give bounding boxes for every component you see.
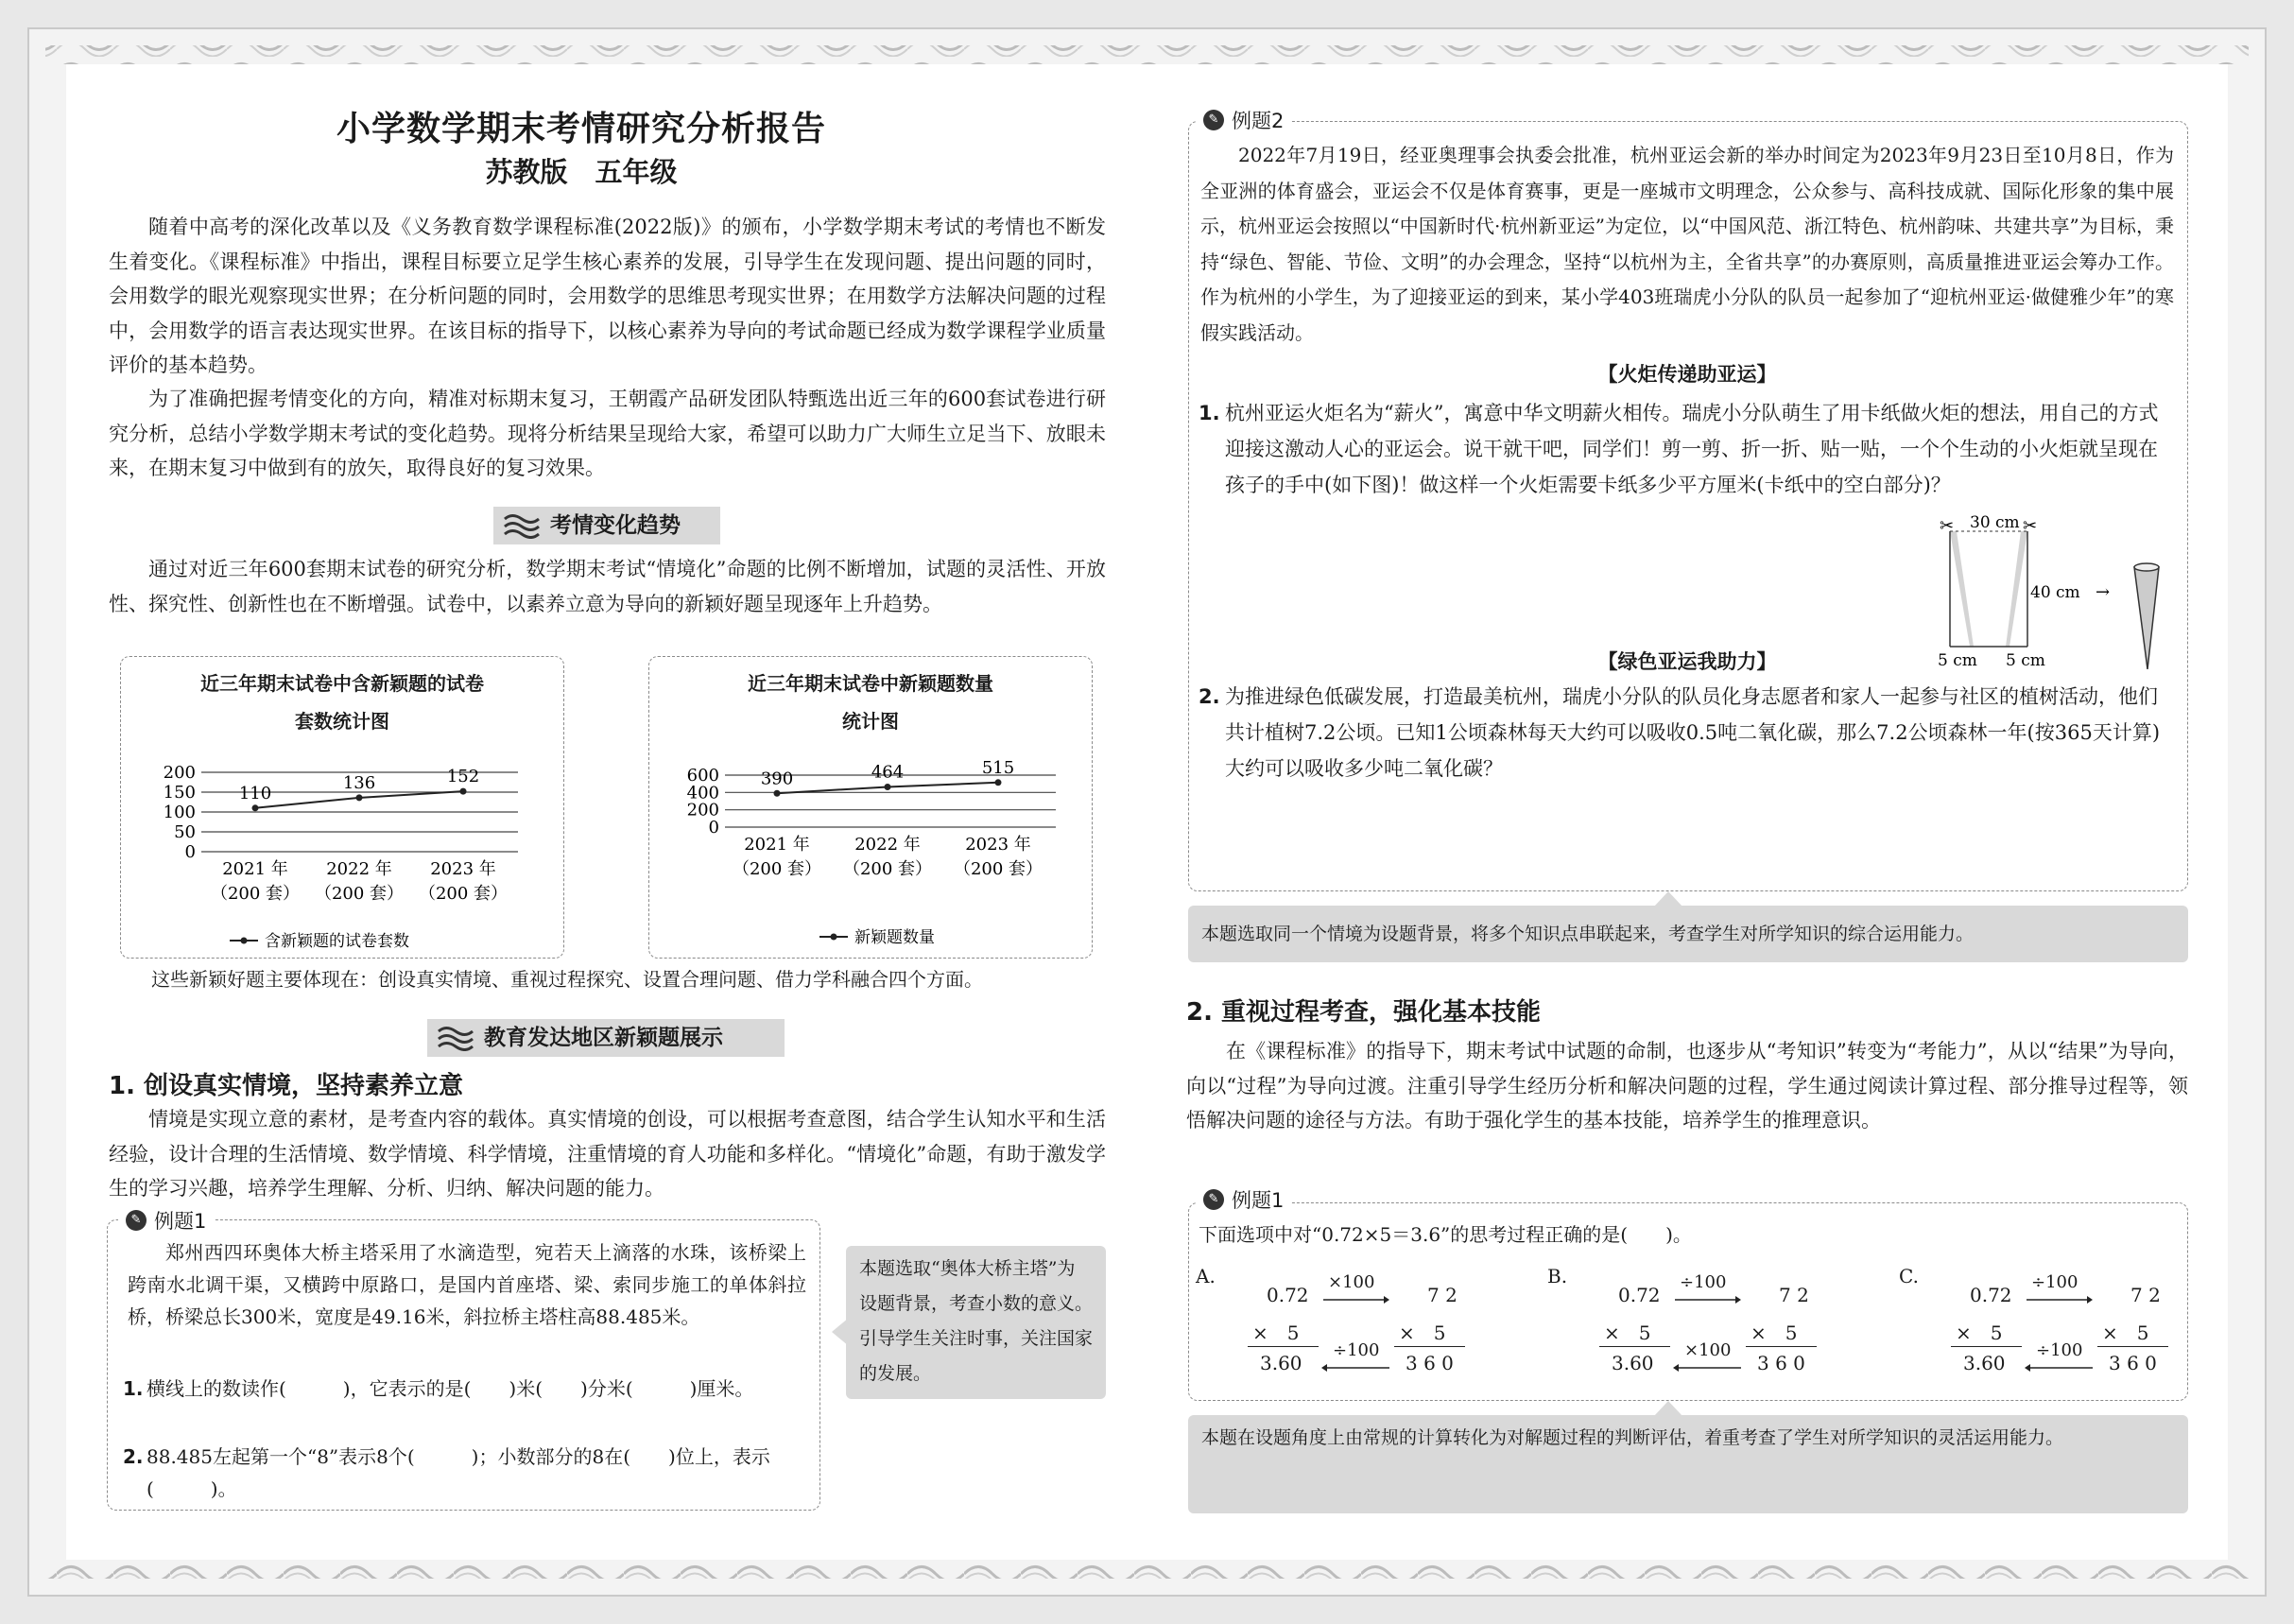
arrow-right-icon: → (2096, 582, 2111, 602)
arrow-left-icon (1321, 1363, 1389, 1373)
example-2-subheading-green: 【绿色亚运我助力】 (1597, 650, 1777, 673)
example-1-tag (118, 1206, 214, 1235)
question-number: 2. (123, 1445, 144, 1468)
example-1-question-1-text: 横线上的数读作( )，它表示的是( )米( )分米( )厘米。 (147, 1377, 754, 1400)
chart-1-svg (121, 752, 565, 959)
chart-card-1 (120, 656, 564, 959)
option-bottom-op: ×100 (1684, 1340, 1732, 1360)
x-tick-label: 2022 年 (326, 859, 392, 879)
heading-process: 2. 重视过程考查，强化基本技能 (1186, 998, 1542, 1027)
page-title: 小学数学期末考情研究分析报告 (336, 110, 826, 148)
y-tick-label: 50 (174, 822, 196, 842)
arrow-left-icon (2025, 1363, 2093, 1373)
chart-1-title-line2: 套数统计图 (295, 710, 389, 733)
x-tick-label: 2021 年 (222, 859, 288, 879)
x-tick-note: （200 套） (842, 859, 933, 879)
data-point (995, 779, 1002, 786)
x-tick-note: （200 套） (418, 884, 509, 904)
chart-2-svg (649, 752, 1094, 959)
process-options (1196, 1265, 2179, 1388)
option-bottom-right: 3 6 0 (2109, 1352, 2157, 1374)
option-top-op: ×100 (1328, 1272, 1375, 1292)
torch-bottom-left: 5 cm (1938, 651, 1977, 669)
process-paragraph: 在《课程标准》的指导下，期末考试中试题的命制，也逐步从“考知识”转变为“考能力”，从以“结果”为导向，向以“过程”为导向过渡。注重引导学生经历分析和解决问题的过程，学生通过阅读计算过程、部分推导过程等，领悟解决问题的途径与方法。有助于强化学生的基本技能，培养学生的推理意识。 (1186, 1040, 2188, 1132)
option-bottom-left: 3.60 (1260, 1352, 1302, 1374)
chart-2-title-line1: 近三年期末试卷中新颖题数量 (748, 672, 993, 695)
option-bottom-left: 3.60 (1612, 1352, 1654, 1374)
option-bottom-op: ÷100 (1333, 1340, 1380, 1360)
torch-height: 40 cm (2030, 583, 2080, 602)
option-top-right: 7 2 (1779, 1284, 1809, 1306)
chart-card-2 (648, 656, 1093, 959)
data-label: 464 (871, 762, 905, 783)
process-question: 下面选项中对“0.72×5＝3.6”的思考过程正确的是( )。 (1199, 1223, 1692, 1246)
example-2-subheading-torch: 【火炬传递助亚运】 (1597, 363, 1777, 386)
option-bottom-left: 3.60 (1963, 1352, 2006, 1374)
option-a[interactable] (1196, 1265, 1508, 1388)
example-2-question-1 (1199, 395, 2177, 503)
data-label: 390 (760, 769, 794, 789)
wave-icon (503, 512, 541, 539)
trend-paragraph: 通过对近三年600套期末试卷的研究分析，数学期末考试“情境化”命题的比例不断增加，试题的灵活性、开放性、探究性、创新性也在不断增强。试卷中，以素养立意为导向的新颖好题呈现逐年上升趋势。 (109, 558, 1106, 615)
option-mul-left: × 5 (1956, 1322, 2003, 1344)
x-tick-label: 2023 年 (430, 859, 496, 879)
note-pointer (1654, 1401, 1682, 1416)
x-tick-label: 2023 年 (965, 835, 1031, 855)
option-b[interactable] (1547, 1265, 1859, 1388)
section-heading-showcase-label: 教育发达地区新颖题展示 (484, 1026, 723, 1050)
chart-1-legend-marker (241, 938, 248, 944)
option-mul-right: × 5 (1399, 1322, 1446, 1344)
option-mul-left: × 5 (1604, 1322, 1651, 1344)
scissors-icon: ✂ (1940, 516, 1955, 536)
example-icon: ✎ (1203, 110, 1224, 130)
example-2-question-2 (1199, 679, 2177, 786)
data-label: 515 (981, 757, 1015, 778)
x-tick-note: （200 套） (210, 884, 301, 904)
heading-real-context: 1. 创设真实情境，坚持素养立意 (109, 1072, 464, 1100)
x-tick-note: （200 套） (314, 884, 405, 904)
x-tick-note: （200 套） (732, 859, 822, 879)
note-pointer (1654, 891, 1682, 907)
real-context-paragraph: 情境是实现立意的素材，是考查内容的载体。真实情境的创设，可以根据考查意图，结合学生认知水平和生活经验，设计合理的生活情境、数学情境、科学情境，注重情境的育人功能和多样化。“情境化”命题，有助于激发学生的学习兴趣，培养学生理解、分析、归纳、解决问题的能力。 (109, 1108, 1106, 1200)
y-tick-label: 200 (163, 763, 196, 783)
question-number: 1. (123, 1377, 144, 1400)
data-label: 136 (342, 772, 376, 793)
chart-1-title-line1: 近三年期末试卷中含新颖题的试卷 (200, 672, 484, 695)
option-top-op: ÷100 (1680, 1272, 1727, 1292)
process-example-tag-label: 例题1 (1232, 1189, 1285, 1212)
process-example-tag (1196, 1185, 1291, 1214)
example-2-note: 本题选取同一个情境为设题背景，将多个知识点串联起来，考查学生对所学知识的综合运用能力。 (1188, 906, 2188, 962)
option-bottom-op: ÷100 (2036, 1340, 2083, 1360)
data-point (885, 784, 891, 790)
data-point (460, 788, 467, 795)
option-top-left: 0.72 (1970, 1284, 2012, 1306)
process-note: 本题在设题角度上由常规的计算转化为对解题过程的判断评估，着重考查了学生对所学知识的灵活运用能力。 (1188, 1415, 2188, 1513)
option-label: B. (1547, 1265, 1568, 1287)
y-tick-label: 0 (708, 818, 719, 838)
page-subtitle: 苏教版 五年级 (485, 156, 678, 188)
note-pointer (832, 1318, 849, 1346)
x-tick-label: 2022 年 (854, 835, 921, 855)
arrow-right-icon (1675, 1295, 1741, 1304)
wave-icon (437, 1025, 474, 1051)
example-1-question-2 (123, 1441, 813, 1505)
example-2-tag-label: 例题2 (1232, 110, 1285, 132)
example-1-question-2-text: 88.485左起第一个“8”表示8个( )；小数部分的8在( )位上，表示( )。 (147, 1445, 770, 1500)
example-icon: ✎ (1203, 1189, 1224, 1210)
example-2-tag (1196, 106, 1291, 134)
chart-2-legend-marker (831, 934, 837, 941)
x-tick-label: 2021 年 (744, 835, 810, 855)
question-number: 1. (1199, 402, 1220, 424)
torch-figure (1928, 509, 2183, 669)
arrow-left-icon (1673, 1363, 1741, 1373)
y-tick-label: 400 (686, 783, 719, 803)
option-bottom-right: 3 6 0 (1406, 1352, 1454, 1374)
torch-bottom-right: 5 cm (2006, 651, 2045, 669)
option-mul-left: × 5 (1252, 1322, 1300, 1344)
chart-2-legend-label: 新颖题数量 (854, 928, 935, 947)
x-tick-note: （200 套） (953, 859, 1044, 879)
example-2-question-1-text: 杭州亚运火炬名为“薪火”，寓意中华文明薪火相传。瑞虎小分队萌生了用卡纸做火炬的想法，用自己的方式迎接这激动人心的亚运会。说干就干吧，同学们！剪一剪、折一折、贴一贴，一个个生动的小火炬就呈现在孩子的手中(如下图)！做这样一个火炬需要卡纸多少平方厘米(卡纸中的空白部分)？ (1225, 402, 2159, 496)
arrow-right-icon (1323, 1295, 1389, 1304)
section-heading-trend (493, 507, 720, 544)
y-tick-label: 600 (686, 766, 719, 786)
trend-summary: 这些新颖好题主要体现在：创设真实情境、重视过程探究、设置合理问题、借力学科融合四个方面。 (151, 968, 983, 991)
option-mul-right: × 5 (2102, 1322, 2149, 1344)
example-icon: ✎ (126, 1210, 147, 1231)
option-c[interactable] (1899, 1265, 2211, 1388)
option-bottom-right: 3 6 0 (1757, 1352, 1805, 1374)
data-point (774, 790, 781, 797)
section-heading-showcase (427, 1019, 785, 1057)
chart-1-legend-label: 含新颖题的试卷套数 (265, 932, 409, 951)
option-label: A. (1196, 1265, 1216, 1287)
question-number: 2. (1199, 685, 1220, 708)
arrow-right-icon (2027, 1295, 2093, 1304)
scissors-icon: ✂ (2023, 516, 2038, 536)
intro-paragraph-2: 为了准确把握考情变化的方向，精准对标期末复习，王朝霞产品研发团队特甄选出近三年的600套试卷进行研究分析，总结小学数学期末考试的变化趋势。现将分析结果呈现给大家，希望可以助力广大师生立足当下、放眼未来，在期末复习中做到有的放矢，取得良好的复习效果。 (109, 388, 1106, 479)
y-tick-label: 200 (686, 800, 719, 821)
example-1-tag-label: 例题1 (154, 1210, 207, 1233)
example-1-note: 本题选取“奥体大桥主塔”为设题背景，考查小数的意义。引导学生关注时事，关注国家的发展。 (846, 1246, 1106, 1399)
option-top-op: ÷100 (2031, 1272, 2078, 1292)
y-tick-label: 100 (163, 803, 196, 822)
y-tick-label: 0 (184, 842, 196, 862)
rolled-torch (2134, 567, 2159, 669)
option-mul-right: × 5 (1751, 1322, 1798, 1344)
example-1-question-1 (123, 1373, 813, 1405)
intro-paragraph-1: 随着中高考的深化改革以及《义务教育数学课程标准(2022版)》的颁布，小学数学期末考试的考情也不断发生着变化。《课程标准》中指出，课程目标要立足学生核心素养的发展，引导学生在发现问题、提出问题的同时，会用数学的眼光观察现实世界；在分析问题的同时，会用数学的思维思考现实世界；在用数学方法解决问题的过程中，会用数学的语言表达现实世界。在该目标的指导下，以核心素养为导向的考试命题已经成为数学课程学业质量评价的基本趋势。 (109, 216, 1106, 376)
section-heading-trend-label: 考情变化趋势 (550, 513, 681, 538)
option-top-right: 7 2 (2130, 1284, 2161, 1306)
data-point (356, 794, 363, 801)
option-top-right: 7 2 (1427, 1284, 1457, 1306)
option-label: C. (1899, 1265, 1919, 1287)
torch-top-width: 30 cm (1970, 513, 2020, 532)
example-2-text: 2022年7月19日，经亚奥理事会执委会批准，杭州亚运会新的举办时间定为2023年9月23日至10月8日，作为全亚洲的体育盛会，亚运会不仅是体育赛事，更是一座城市文明理念，公众参与、高科技成就、国际化形象的集中展示，杭州亚运会按照以“中国新时代·杭州新亚运”为定位，以“中国风范、浙江特色、杭州韵味、共建共享”为目标，秉持“绿色、智能、节俭、文明”的办会理念，坚持“以杭州为主，全省共享”的办赛原则，高质量推进亚运会筹办工作。作为杭州的小学生，为了迎接亚运的到来，某小学403班瑞虎小分队的队员一起参加了“迎杭州亚运·做健雅少年”的寒假实践活动。 (1200, 144, 2174, 344)
example-2-question-2-text: 为推进绿色低碳发展，打造最美杭州，瑞虎小分队的队员化身志愿者和家人一起参与社区的植树活动，他们共计植树7.2公顷。已知1公顷森林每天大约可以吸收0.5吨二氧化碳，那么7.2公顷森林一年(按365天计算)大约可以吸收多少吨二氧化碳？ (1225, 685, 2161, 780)
option-top-left: 0.72 (1618, 1284, 1661, 1306)
example-1-text: 郑州西四环奥体大桥主塔采用了水滴造型，宛若天上滴落的水珠，该桥梁上跨南水北调干渠，又横跨中原路口，是国内首座塔、梁、索同步施工的单体斜拉桥，桥梁总长300米，宽度是49.16米，斜拉桥主塔柱高88.485米。 (128, 1241, 806, 1328)
data-point (252, 804, 259, 811)
chart-2-title-line2: 统计图 (842, 710, 899, 733)
y-tick-label: 150 (163, 783, 196, 803)
option-top-left: 0.72 (1267, 1284, 1309, 1306)
data-label: 152 (446, 767, 480, 787)
data-label: 110 (238, 783, 272, 803)
